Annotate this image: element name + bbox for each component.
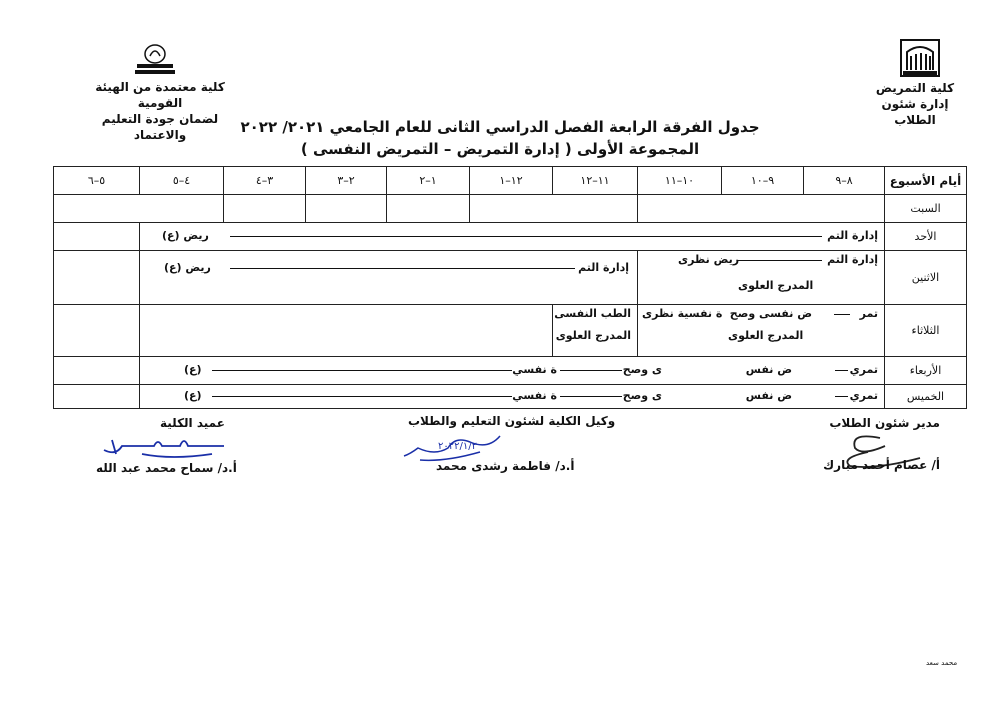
tuesday-psych-med-room: المدرج العلوى (555, 329, 631, 342)
center-signature-date: ٢٠٢٢/١/٢ (438, 441, 477, 452)
center-signatory-title: وكيل الكلية لشئون التعليم والطلاب (408, 414, 616, 428)
sunday-admin-nursing-practical (140, 223, 885, 251)
monday-practical-start: إدارة التم (578, 261, 629, 274)
header-faculty-name: كلية التمريض (875, 81, 955, 95)
empty-cell (387, 195, 470, 223)
header-accreditation-line2: لضمان جودة التعليم والاعتماد (101, 112, 219, 142)
tuesday-psych-med-title: الطب النفسى (554, 307, 631, 320)
time-slot: ١–٢ (387, 167, 470, 195)
thu-part3: ى وصح (622, 389, 662, 402)
tuesday-theory-mid: ض نفسى وصح (729, 307, 812, 320)
time-slot: ٣–٤ (224, 167, 306, 195)
time-slot: ١٠–١١ (638, 167, 722, 195)
left-signatory-name: أ.د/ سماح محمد عبد الله (96, 461, 237, 475)
empty-cell (54, 195, 224, 223)
tuesday-theory-end: ة نفسية نظرى (642, 307, 723, 320)
header-row (54, 167, 967, 195)
row-monday (54, 251, 967, 305)
wednesday-psych-nursing-practical (140, 357, 885, 385)
empty-cell (306, 195, 387, 223)
time-slot: ٩–١٠ (722, 167, 804, 195)
time-slot: ٢–٣ (306, 167, 387, 195)
wed-part3: ى وصح (622, 363, 662, 376)
day-sunday: الأحد (885, 223, 967, 251)
day-wednesday: الأربعاء (885, 357, 967, 385)
day-saturday: السبت (885, 195, 967, 223)
row-sunday (54, 223, 967, 251)
thu-part4: ة نفسي (512, 389, 557, 402)
wed-part1: تمري (849, 363, 878, 376)
empty-cell (54, 305, 140, 357)
header-accreditation-line1: كلية معتمدة من الهيئة القومية (95, 80, 225, 110)
wed-part4: ة نفسي (512, 363, 557, 376)
monday-theory-end: ريض نظرى (678, 253, 740, 266)
right-signatory-name: أ/ عصام أحمد مبارك (823, 458, 940, 472)
empty-cell (54, 357, 140, 385)
thursday-psych-nursing-practical (140, 385, 885, 409)
empty-cell (54, 385, 140, 409)
page-title: جدول الفرقة الرابعة الفصل الدراسي الثانى للعام الجامعي ٢٠٢١/ ٢٠٢٢ (240, 118, 760, 136)
row-wednesday (54, 357, 967, 385)
schedule-table (53, 166, 967, 409)
accreditation-logo (133, 40, 177, 76)
sunday-course-start: إدارة التم (827, 229, 878, 242)
faculty-logo (895, 36, 945, 80)
sunday-course-end: ريض (ع) (162, 229, 209, 242)
empty-cell (638, 195, 885, 223)
empty-cell (224, 195, 306, 223)
tuesday-theory-start: تمر (859, 307, 878, 320)
row-saturday (54, 195, 967, 223)
time-slot: ٤–٥ (140, 167, 224, 195)
monday-admin-nursing-practical (140, 251, 638, 305)
time-slot: ١١–١٢ (553, 167, 638, 195)
empty-cell (54, 223, 140, 251)
empty-cell (54, 251, 140, 305)
corner-header: أيام الأسبوع (885, 167, 967, 195)
header-student-affairs: إدارة شئون الطلاب (881, 97, 949, 127)
tuesday-theory-room: المدرج العلوى (728, 329, 804, 342)
wed-part5: (ع) (184, 363, 202, 376)
monday-admin-nursing-theory (638, 251, 885, 305)
thu-part1: تمري (849, 389, 878, 402)
empty-cell (470, 195, 638, 223)
left-signatory-title: عميد الكلية (160, 416, 225, 430)
time-slot: ١٢–١ (470, 167, 553, 195)
monday-theory-start: إدارة التم (827, 253, 878, 266)
time-slot: ٥–٦ (54, 167, 140, 195)
day-monday: الاثنين (885, 251, 967, 305)
time-slot: ٨–٩ (804, 167, 885, 195)
monday-practical-end: ريض (ع) (164, 261, 211, 274)
thu-part5: (ع) (184, 389, 202, 402)
tuesday-psych-nursing-theory (638, 305, 885, 357)
thu-part2: ض نفس (745, 389, 792, 402)
tuesday-psych-medicine (553, 305, 638, 357)
monday-theory-room: المدرج العلوى (738, 279, 814, 292)
empty-cell (140, 305, 553, 357)
row-thursday (54, 385, 967, 409)
page-subtitle: المجموعة الأولى ( إدارة التمريض – التمريض النفسى ) (300, 140, 700, 158)
day-tuesday: الثلاثاء (885, 305, 967, 357)
right-signatory-title: مدير شئون الطلاب (829, 416, 940, 430)
day-thursday: الخميس (885, 385, 967, 409)
center-signatory-name: أ.د/ فاطمة رشدى محمد (436, 459, 575, 473)
wed-part2: ض نفس (745, 363, 792, 376)
left-signature-scribble (92, 432, 232, 462)
footer-note: محمد سعد (926, 659, 958, 667)
row-tuesday (54, 305, 967, 357)
